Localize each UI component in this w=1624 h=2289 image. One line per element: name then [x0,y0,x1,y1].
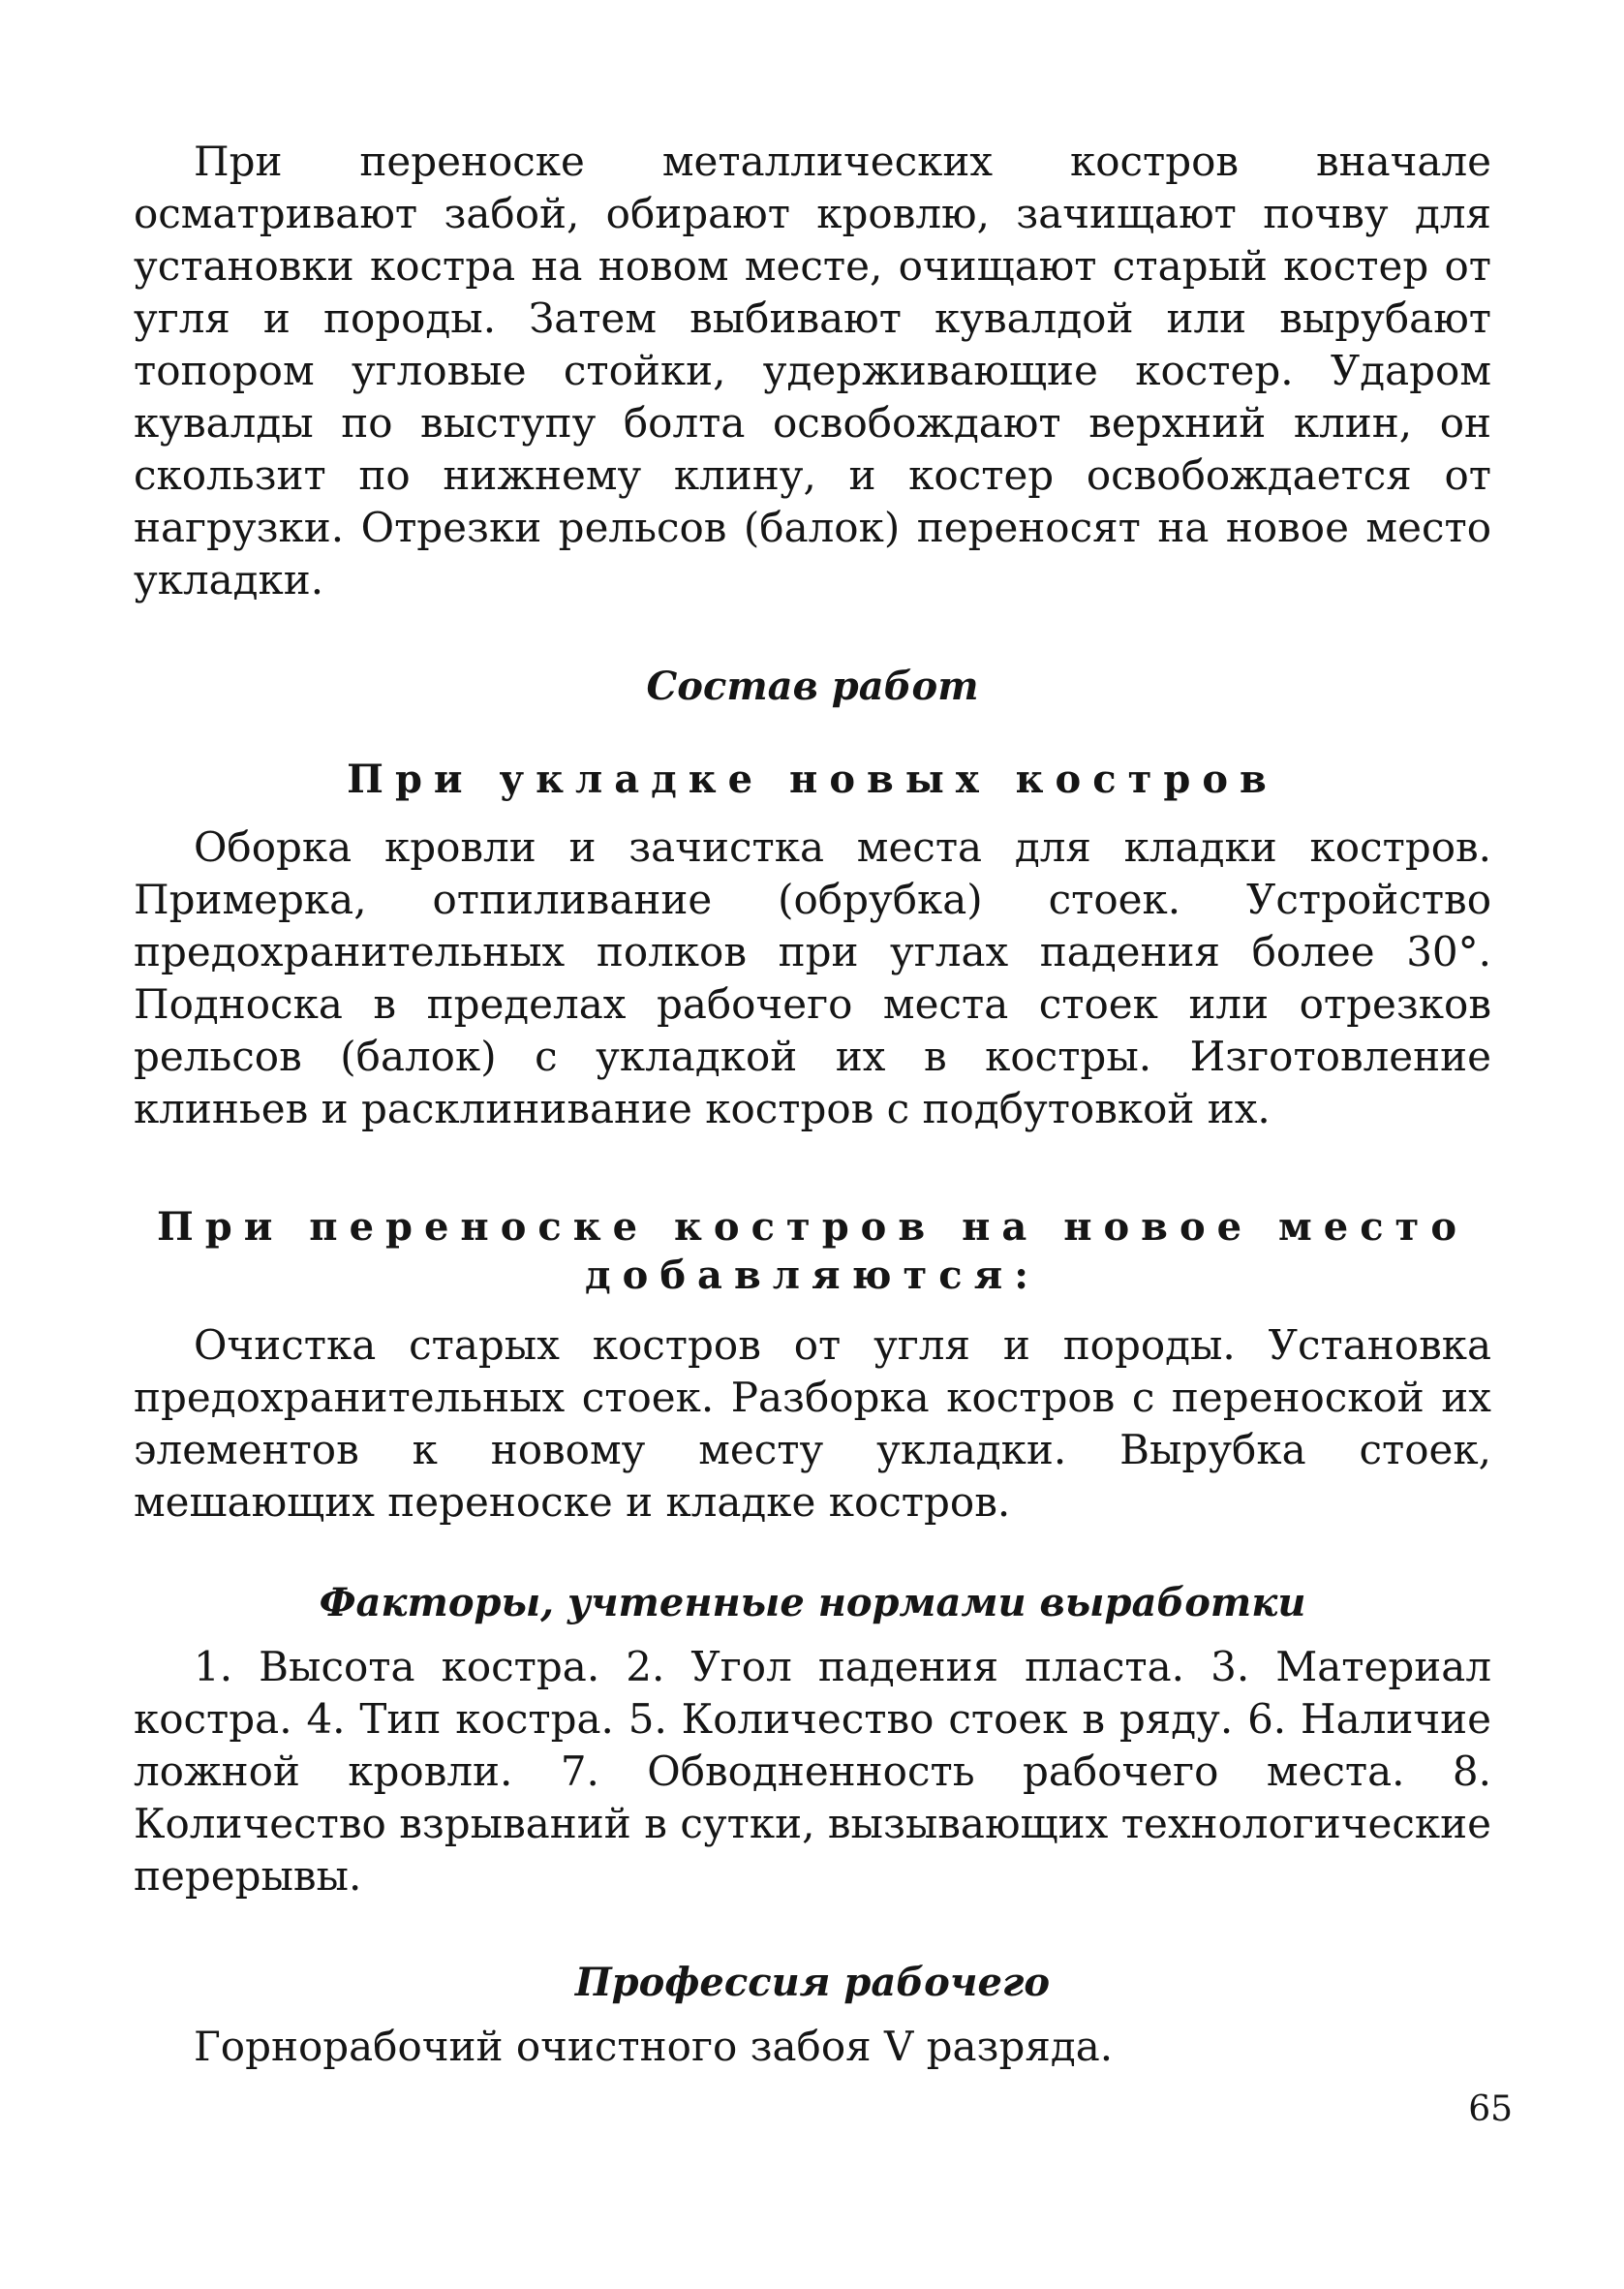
paragraph-moving-cribs-operations: Очистка старых костров от угля и породы. Установка предохранительных стоек. Разборка костров с переноской их элементов к новому месту укладки. Вырубка стоек, мешающих переноске и кладке костров. [134,1321,1491,1526]
paragraph-metal-cribs-moving: При переноске металлических костров вначале осматривают забой, обирают кровлю, зачищают почву для установки костра на новом месте, очищают старый костер от угля и породы. Затем выбивают кувалдой или вырубают топором угловые стойки, удерживающие костер. Ударом кувалды по выступу болта освобождают верхний клин, он скользит по нижнему клину, и костер освобождается от нагрузки. Отрезки рельсов (балок) переносят на новое место укладки. [134,138,1491,603]
section-heading-factors: Факторы, учтенные нормами выработки [319,1580,1306,1625]
subsection-heading-moving-cribs-line-2: добавляются: [585,1253,1040,1298]
section-heading-profession: Профессия рабочего [574,1960,1051,2005]
subsection-heading-moving-cribs [134,1203,1491,1300]
section-heading-work-composition: Состав работ [646,664,979,709]
subsection-heading-moving-cribs-line-1: При переноске костров на новое место [156,1204,1469,1250]
paragraph-factors-list: 1. Высота костра. 2. Угол падения пласта. 3. Материал костра. 4. Тип костра. 5. Количество стоек в ряду. 6. Наличие ложной кровли. 7. Обводненность рабочего места. 8. Количество взрываний в сутки, вызывающих технологические перерывы. [134,1643,1491,1900]
paragraph-profession: Горнорабочий очистного забоя V разряда. [194,2023,1114,2070]
paragraph-new-cribs-operations: Оборка кровли и зачистка места для кладки костров. Примерка, отпиливание (обрубка) стоек. Устройство предохранительных полков при углах падения более 30°. Подноска в пределах рабочего места стоек или отрезков рельсов (балок) с укладкой их в костры. Изготовление клиньев и расклинивание костров с подбутовкой их. [134,823,1491,1132]
subsection-heading-new-cribs: При укладке новых костров [347,757,1278,802]
text-column [134,136,1491,2073]
page-number: 65 [1468,2089,1513,2129]
